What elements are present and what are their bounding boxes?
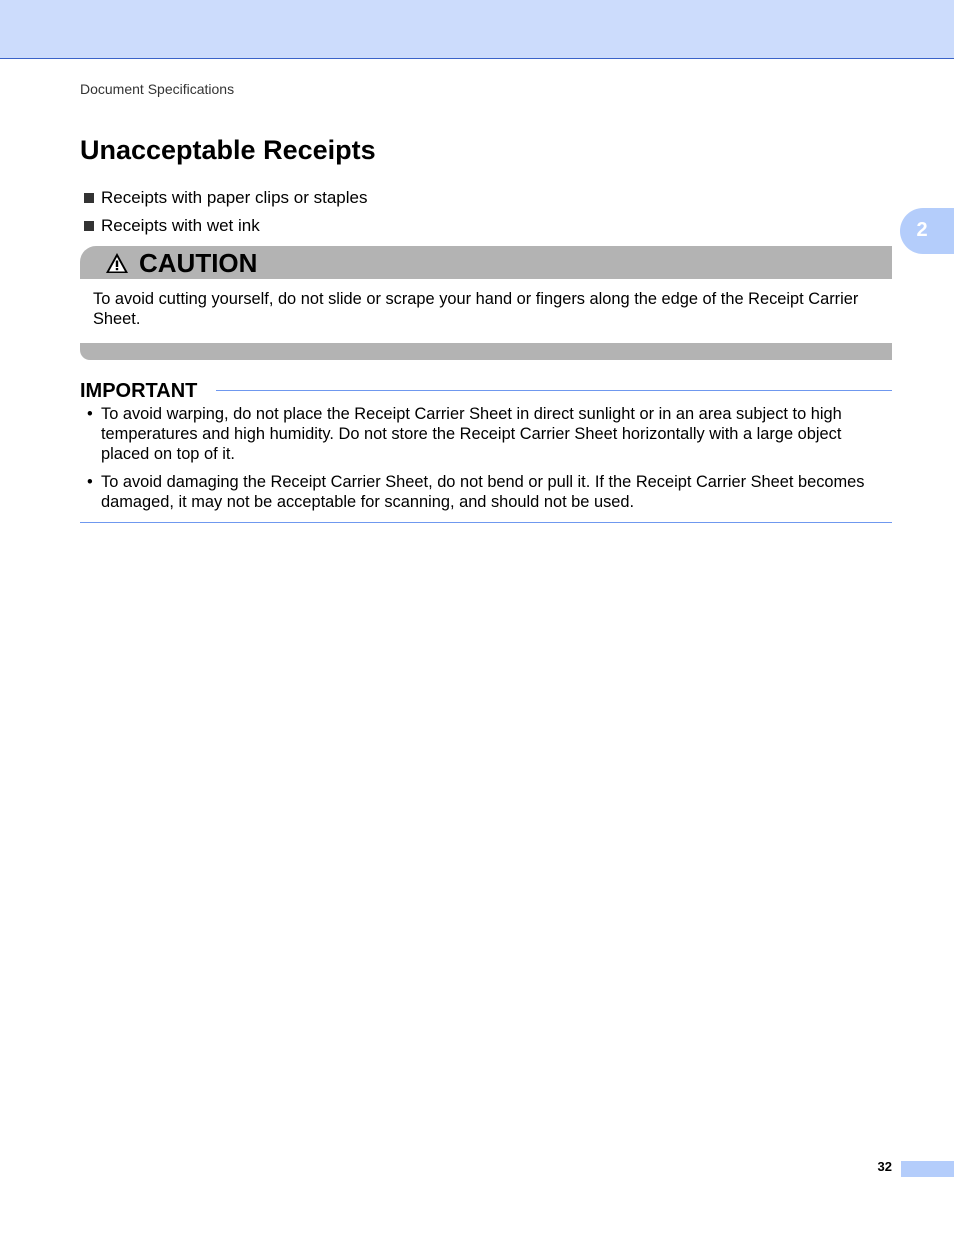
list-item (87, 404, 892, 464)
warning-triangle-icon (105, 252, 129, 274)
list-item (84, 184, 367, 212)
bullet-dot-icon: • (87, 473, 93, 491)
bullet-dot-icon: • (87, 405, 93, 423)
important-bottom-rule (80, 522, 892, 523)
caution-text: To avoid cutting yourself, do not slide or scrape your hand or fingers along the edge of the Receipt Carrier Sheet. (93, 290, 859, 328)
important-list (87, 404, 892, 520)
list-item-text: Receipts with paper clips or staples (101, 188, 368, 207)
footer-tab (901, 1161, 954, 1177)
list-item-text: To avoid warping, do not place the Receipt Carrier Sheet in direct sunlight or in an area subject to high temperatures and high humidity. Do not store the Receipt Carrier Sheet horizontally with a large object placed on top of it. (101, 405, 842, 463)
list-item-text: To avoid damaging the Receipt Carrier Sheet, do not bend or pull it. If the Receipt Carrier Sheet becomes damaged, it may not be acceptable for scanning, and should not be used. (101, 473, 865, 511)
header-band (0, 0, 954, 59)
square-bullet-icon (84, 193, 94, 203)
square-bullet-icon (84, 221, 94, 231)
caution-footer-bar (80, 343, 892, 360)
chapter-tab: 2 (900, 208, 954, 254)
list-item (84, 212, 367, 240)
important-heading: IMPORTANT (80, 380, 198, 402)
page-number: 32 (877, 1159, 892, 1174)
caution-header (80, 246, 892, 279)
important-top-rule (216, 390, 892, 391)
caution-title: CAUTION (139, 248, 258, 278)
page-title: Unacceptable Receipts (80, 135, 376, 165)
unacceptable-receipts-list (84, 184, 367, 240)
list-item-text: Receipts with wet ink (101, 216, 260, 235)
running-header: Document Specifications (80, 81, 235, 97)
list-item (87, 472, 892, 512)
